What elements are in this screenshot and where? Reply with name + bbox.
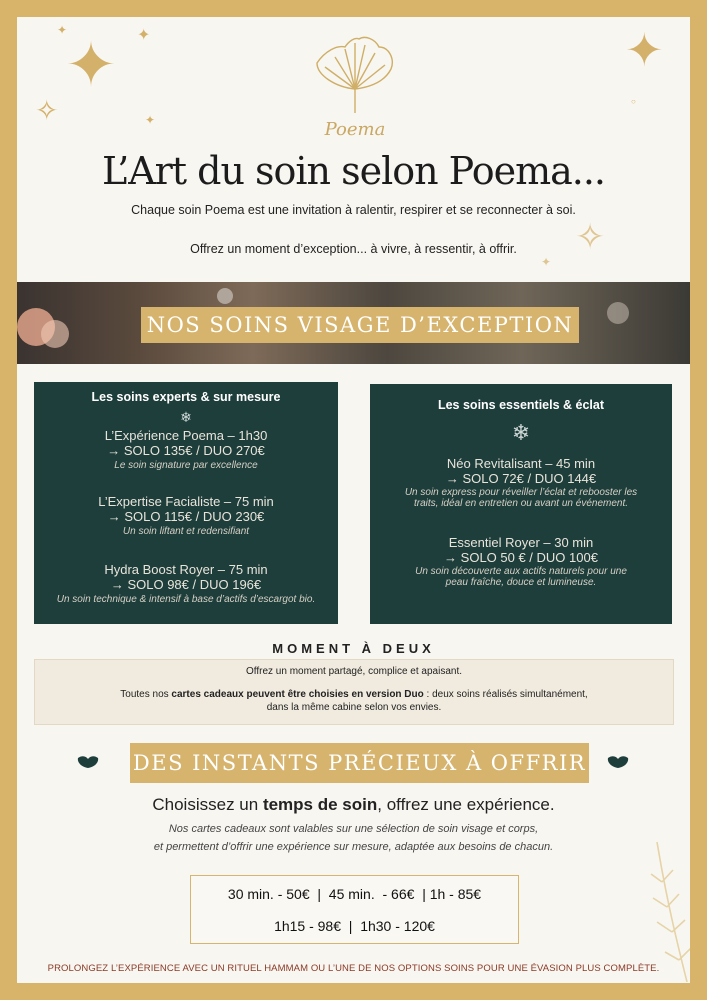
card-title: Les soins experts & sur mesure bbox=[91, 390, 281, 404]
intro-line: Chaque soin Poema est une invitation à ralentir, respirer et se reconnecter à soi. bbox=[131, 203, 576, 217]
service-price: → SOLO 50 € / DUO 100€ bbox=[444, 550, 598, 565]
page-title: L’Art du soin selon Poema... bbox=[101, 149, 606, 193]
service-name: Essentiel Royer – 30 min bbox=[448, 535, 594, 550]
service-description: Le soin signature par excellence bbox=[114, 460, 258, 471]
service-price: → SOLO 135€ / DUO 270€ bbox=[107, 443, 265, 458]
service-item bbox=[34, 428, 338, 471]
service-item bbox=[370, 456, 672, 509]
bokeh-light bbox=[607, 302, 629, 324]
snowflake-icon: ❄ bbox=[180, 409, 192, 425]
ginkgo-logo-icon bbox=[305, 31, 405, 121]
duo-text: : deux soins réalisés simultanément, bbox=[423, 689, 588, 700]
essentials-card bbox=[370, 384, 672, 624]
gift-note: et permettent d’offrir une expérience sur mesure, adaptée aux besoins de chacun. bbox=[153, 841, 554, 853]
snowflake-icon: ❄ bbox=[511, 420, 531, 445]
sparkle-icon: ✦ bbox=[625, 24, 664, 76]
experts-card bbox=[34, 382, 338, 624]
ginkgo-leaf-icon bbox=[605, 753, 631, 779]
duo-info-box bbox=[34, 659, 674, 725]
sparkle-icon: ✧ bbox=[35, 95, 59, 126]
service-name: Néo Revitalisant – 45 min bbox=[446, 456, 596, 471]
service-description: Un soin express pour réveiller l’éclat et rebooster les bbox=[404, 487, 638, 498]
service-item bbox=[34, 494, 338, 537]
service-description: Un soin technique & intensif à base d’actifs d’escargot bio. bbox=[56, 594, 316, 605]
gift-price-box bbox=[190, 875, 519, 944]
tagline-text: , offrez une expérience. bbox=[377, 795, 555, 814]
gift-tagline bbox=[17, 795, 690, 815]
tagline-text: Choisissez un bbox=[152, 795, 263, 814]
duo-text: Toutes nos bbox=[120, 689, 172, 700]
price-row: 30 min. - 50€ | 45 min. - 66€ | 1h - 85€ bbox=[227, 886, 482, 902]
service-description: Un soin découverte aux actifs naturels pour une bbox=[415, 566, 627, 577]
bokeh-light bbox=[217, 288, 233, 304]
sparkle-icon: ✦ bbox=[65, 31, 117, 100]
duo-line: Offrez un moment partagé, complice et apaisant. bbox=[245, 666, 463, 677]
duo-section-title: MOMENT À DEUX bbox=[272, 641, 435, 656]
service-price: → SOLO 98€ / DUO 196€ bbox=[110, 577, 262, 592]
duo-text-bold: cartes cadeaux peuvent être choisies en version Duo bbox=[171, 689, 424, 700]
duo-line: dans la même cabine selon vos envies. bbox=[266, 702, 442, 713]
service-description: traits, idéal en entretien ou avant un événement. bbox=[413, 498, 629, 509]
sparkle-icon: ✦ bbox=[137, 27, 151, 44]
gift-heading: DES INSTANTS PRÉCIEUX À OFFRIR bbox=[130, 743, 589, 783]
service-description: peau fraîche, douce et lumineuse. bbox=[445, 577, 597, 588]
price-row: 1h15 - 98€ | 1h30 - 120€ bbox=[274, 918, 435, 934]
service-description: Un soin liftant et redensifiant bbox=[122, 526, 250, 537]
ginkgo-leaf-icon bbox=[75, 753, 101, 779]
service-name: Hydra Boost Royer – 75 min bbox=[104, 562, 268, 577]
sparkle-icon: ✦ bbox=[57, 23, 68, 37]
branch-icon bbox=[617, 832, 690, 982]
card-title: Les soins essentiels & éclat bbox=[437, 398, 605, 412]
sparkle-icon: ○ bbox=[631, 97, 636, 106]
tagline-text-bold: temps de soin bbox=[262, 795, 378, 814]
sparkle-icon: ✧ bbox=[575, 216, 606, 257]
photo-banner bbox=[17, 282, 690, 364]
gift-note: Nos cartes cadeaux sont valables sur une sélection de soin visage et corps, bbox=[168, 823, 539, 835]
bokeh-light bbox=[41, 320, 69, 348]
sparkle-icon: ✦ bbox=[145, 113, 156, 127]
service-item bbox=[370, 535, 672, 588]
brand-name: Poema bbox=[324, 119, 386, 140]
service-price: → SOLO 115€ / DUO 230€ bbox=[107, 509, 265, 524]
service-item bbox=[34, 562, 338, 605]
footer-note: PROLONGEZ L’EXPÉRIENCE AVEC UN RITUEL HAMMAM OU L’UNE DE NOS OPTIONS SOINS POUR UNE ÉVASION PLUS COMPLÈTE. bbox=[47, 963, 660, 974]
poster bbox=[17, 17, 690, 983]
service-name: L’Expertise Facialiste – 75 min bbox=[98, 494, 274, 509]
intro-line: Offrez un moment d’exception... à vivre, à ressentir, à offrir. bbox=[190, 242, 517, 256]
section-banner-label: NOS SOINS VISAGE D’EXCEPTION bbox=[141, 307, 579, 343]
brand-logo bbox=[305, 31, 405, 146]
service-price: → SOLO 72€ / DUO 144€ bbox=[445, 471, 597, 486]
duo-line bbox=[35, 689, 673, 700]
card-header bbox=[370, 398, 672, 444]
card-header bbox=[34, 390, 338, 424]
sparkle-icon: ✦ bbox=[541, 255, 552, 269]
service-name: L’Expérience Poema – 1h30 bbox=[104, 428, 268, 443]
